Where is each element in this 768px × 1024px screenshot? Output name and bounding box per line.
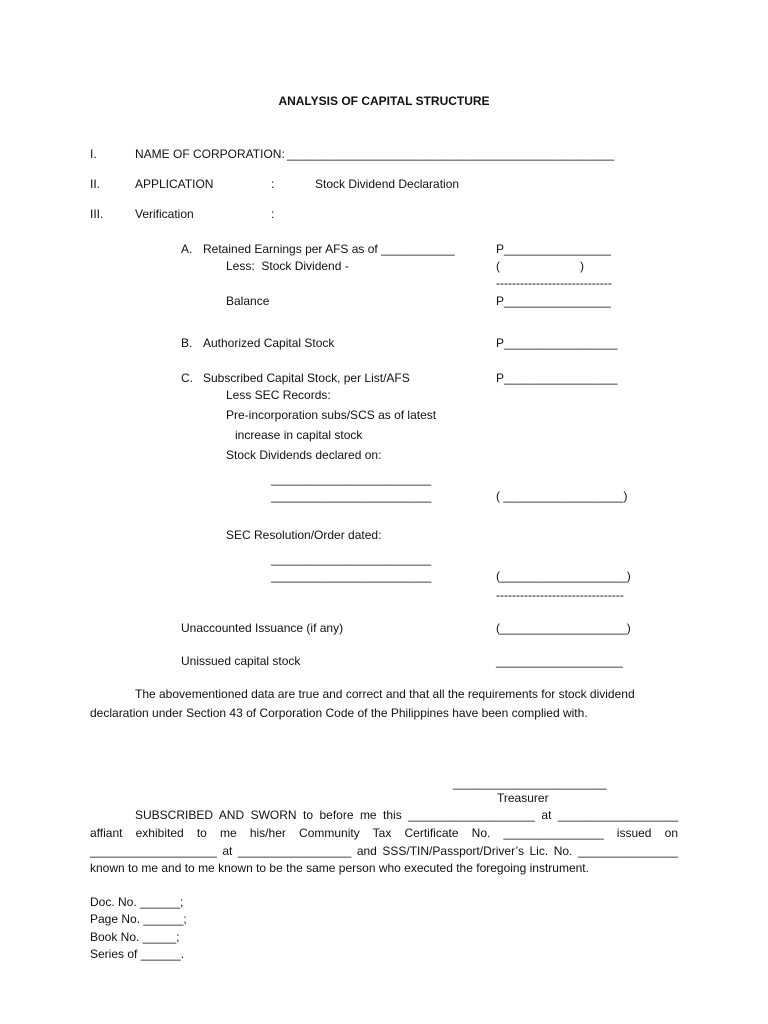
jurat-line-3: ___________________ at _________________ and SSS/TIN/Passport/Driver’s Lic. No. _______________ [90,844,678,858]
stock-dividends-date-1[interactable]: ________________________ [271,472,432,486]
stock-dividends-date-2[interactable]: ________________________ [271,489,432,503]
jurat-line-2: affiant exhibited to me his/her Community Tax Certificate No. _______________ issued on [90,826,678,840]
pre-incorporation-label-2: increase in capital stock [235,428,363,442]
application-colon: : [271,177,275,191]
stock-dividends-declared-label: Stock Dividends declared on: [226,448,382,462]
application-label: APPLICATION [135,177,214,191]
corporation-name-field[interactable]: _________________________________________________ [287,147,615,161]
verification-label: Verification [135,207,194,221]
item-a-letter: A. [181,242,193,256]
verification-colon: : [271,207,275,221]
jurat-line-4: known to me and to me known to be the same person who executed the foregoing instrument. [90,861,589,875]
retained-earnings-amount[interactable]: P________________ [496,242,611,256]
sec-resolution-date-1[interactable]: ________________________ [271,552,432,566]
less-sec-records-label: Less SEC Records: [226,388,331,402]
stock-dividends-amount[interactable]: ( __________________) [496,489,628,503]
unaccounted-issuance-label: Unaccounted Issuance (if any) [181,621,344,635]
item-a-dashes: ----------------------------- [496,276,612,290]
jurat-line-1: SUBSCRIBED AND SWORN to before me this ___________________ at __________________ [135,808,678,822]
stock-dividend-amount[interactable]: ( ) [496,259,585,273]
subscribed-capital-amount[interactable]: P_________________ [496,371,618,385]
subscribed-capital-label: Subscribed Capital Stock, per List/AFS [203,371,410,385]
section-2-number: II. [90,177,101,191]
sec-resolution-label: SEC Resolution/Order dated: [226,528,382,542]
certification-line-1: The abovementioned data are true and correct and that all the requirements for stock dividend [135,687,635,701]
authorized-capital-label: Authorized Capital Stock [203,336,335,350]
retained-earnings-label: Retained Earnings per AFS as of ___________ [203,242,455,256]
corporation-name-label: NAME OF CORPORATION: [135,147,285,161]
section-3-number: III. [90,207,104,221]
authorized-capital-amount[interactable]: P_________________ [496,336,618,350]
sec-resolution-date-2[interactable]: ________________________ [271,569,432,583]
series-of: Series of ______. [90,947,185,961]
balance-amount[interactable]: P________________ [496,294,611,308]
item-b-letter: B. [181,336,193,350]
page-title: ANALYSIS OF CAPITAL STRUCTURE [278,94,490,108]
item-c-letter: C. [181,371,193,385]
unissued-capital-amount[interactable]: ___________________ [496,654,623,668]
item-c-dashes: -------------------------------- [496,588,624,602]
application-value: Stock Dividend Declaration [315,177,460,191]
unissued-capital-label: Unissued capital stock [181,654,301,668]
balance-label: Balance [226,294,270,308]
certification-line-2: declaration under Section 43 of Corporation Code of the Philippines have been complied with. [90,706,588,720]
doc-number: Doc. No. ______; [90,895,184,909]
book-number: Book No. _____; [90,930,180,944]
sec-resolution-amount[interactable]: (___________________) [496,569,631,583]
section-1-number: I. [90,147,97,161]
stock-dividend-label: Less: Stock Dividend - [226,259,349,273]
pre-incorporation-label-1: Pre-incorporation subs/SCS as of latest [226,408,437,422]
unaccounted-issuance-amount[interactable]: (___________________) [496,621,631,635]
page-number: Page No. ______; [90,912,187,926]
treasurer-title: Treasurer [497,791,549,805]
treasurer-signature-line[interactable]: _______________________ [453,776,607,790]
